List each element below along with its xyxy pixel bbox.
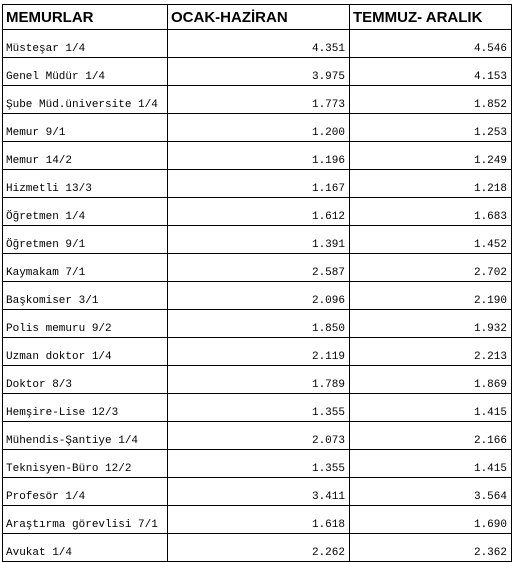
cell-ocak-haziran: 2.096 — [168, 282, 350, 310]
salary-table — [2, 4, 512, 562]
cell-ocak-haziran: 1.391 — [168, 226, 350, 254]
cell-ocak-haziran: 3.975 — [168, 58, 350, 86]
cell-temmuz-aralik: 1.253 — [350, 114, 512, 142]
cell-ocak-haziran: 4.351 — [168, 30, 350, 58]
cell-position: Öğretmen 1/4 — [3, 198, 168, 226]
cell-ocak-haziran: 1.850 — [168, 310, 350, 338]
table-row — [3, 114, 512, 142]
cell-position: Hizmetli 13/3 — [3, 170, 168, 198]
table-row — [3, 30, 512, 58]
table-row — [3, 506, 512, 534]
cell-position: Profesör 1/4 — [3, 478, 168, 506]
cell-ocak-haziran: 2.587 — [168, 254, 350, 282]
header-ocak-haziran: OCAK-HAZİRAN — [168, 5, 350, 30]
cell-temmuz-aralik: 3.564 — [350, 478, 512, 506]
cell-position: Doktor 8/3 — [3, 366, 168, 394]
cell-ocak-haziran: 2.262 — [168, 534, 350, 562]
cell-ocak-haziran: 1.355 — [168, 450, 350, 478]
cell-ocak-haziran: 1.612 — [168, 198, 350, 226]
cell-position: Kaymakam 7/1 — [3, 254, 168, 282]
cell-position: Öğretmen 9/1 — [3, 226, 168, 254]
cell-ocak-haziran: 1.355 — [168, 394, 350, 422]
cell-temmuz-aralik: 1.932 — [350, 310, 512, 338]
cell-ocak-haziran: 1.167 — [168, 170, 350, 198]
cell-temmuz-aralik: 1.452 — [350, 226, 512, 254]
table-body — [3, 30, 512, 562]
cell-position: Avukat 1/4 — [3, 534, 168, 562]
cell-ocak-haziran: 1.789 — [168, 366, 350, 394]
cell-position: Polis memuru 9/2 — [3, 310, 168, 338]
cell-ocak-haziran: 1.618 — [168, 506, 350, 534]
header-memurlar: MEMURLAR — [3, 5, 168, 30]
table-row — [3, 450, 512, 478]
table-row — [3, 58, 512, 86]
cell-temmuz-aralik: 1.690 — [350, 506, 512, 534]
table-row — [3, 254, 512, 282]
cell-ocak-haziran: 2.119 — [168, 338, 350, 366]
cell-position: Mühendis-Şantiye 1/4 — [3, 422, 168, 450]
table-row — [3, 282, 512, 310]
cell-position: Araştırma görevlisi 7/1 — [3, 506, 168, 534]
table-row — [3, 366, 512, 394]
cell-ocak-haziran: 1.773 — [168, 86, 350, 114]
cell-position: Uzman doktor 1/4 — [3, 338, 168, 366]
table-row — [3, 338, 512, 366]
cell-temmuz-aralik: 1.869 — [350, 366, 512, 394]
cell-temmuz-aralik: 1.852 — [350, 86, 512, 114]
cell-position: Teknisyen-Büro 12/2 — [3, 450, 168, 478]
cell-position: Hemşire-Lise 12/3 — [3, 394, 168, 422]
table-row — [3, 86, 512, 114]
cell-temmuz-aralik: 2.213 — [350, 338, 512, 366]
cell-ocak-haziran: 1.200 — [168, 114, 350, 142]
table-row — [3, 422, 512, 450]
table-row — [3, 534, 512, 562]
cell-position: Memur 9/1 — [3, 114, 168, 142]
table-row — [3, 310, 512, 338]
cell-temmuz-aralik: 1.415 — [350, 394, 512, 422]
table-row — [3, 478, 512, 506]
cell-temmuz-aralik: 4.546 — [350, 30, 512, 58]
cell-temmuz-aralik: 2.166 — [350, 422, 512, 450]
cell-position: Başkomiser 3/1 — [3, 282, 168, 310]
cell-position: Genel Müdür 1/4 — [3, 58, 168, 86]
table-row — [3, 170, 512, 198]
table-row — [3, 198, 512, 226]
cell-temmuz-aralik: 1.218 — [350, 170, 512, 198]
cell-position: Şube Müd.üniversite 1/4 — [3, 86, 168, 114]
cell-temmuz-aralik: 1.249 — [350, 142, 512, 170]
cell-position: Müsteşar 1/4 — [3, 30, 168, 58]
cell-temmuz-aralik: 1.683 — [350, 198, 512, 226]
cell-position: Memur 14/2 — [3, 142, 168, 170]
cell-temmuz-aralik: 2.702 — [350, 254, 512, 282]
cell-ocak-haziran: 3.411 — [168, 478, 350, 506]
cell-temmuz-aralik: 2.362 — [350, 534, 512, 562]
cell-temmuz-aralik: 2.190 — [350, 282, 512, 310]
header-row — [3, 5, 512, 30]
table-row — [3, 394, 512, 422]
table-row — [3, 226, 512, 254]
table-row — [3, 142, 512, 170]
header-temmuz-aralik: TEMMUZ- ARALIK — [350, 5, 512, 30]
cell-ocak-haziran: 1.196 — [168, 142, 350, 170]
cell-temmuz-aralik: 1.415 — [350, 450, 512, 478]
cell-temmuz-aralik: 4.153 — [350, 58, 512, 86]
cell-ocak-haziran: 2.073 — [168, 422, 350, 450]
